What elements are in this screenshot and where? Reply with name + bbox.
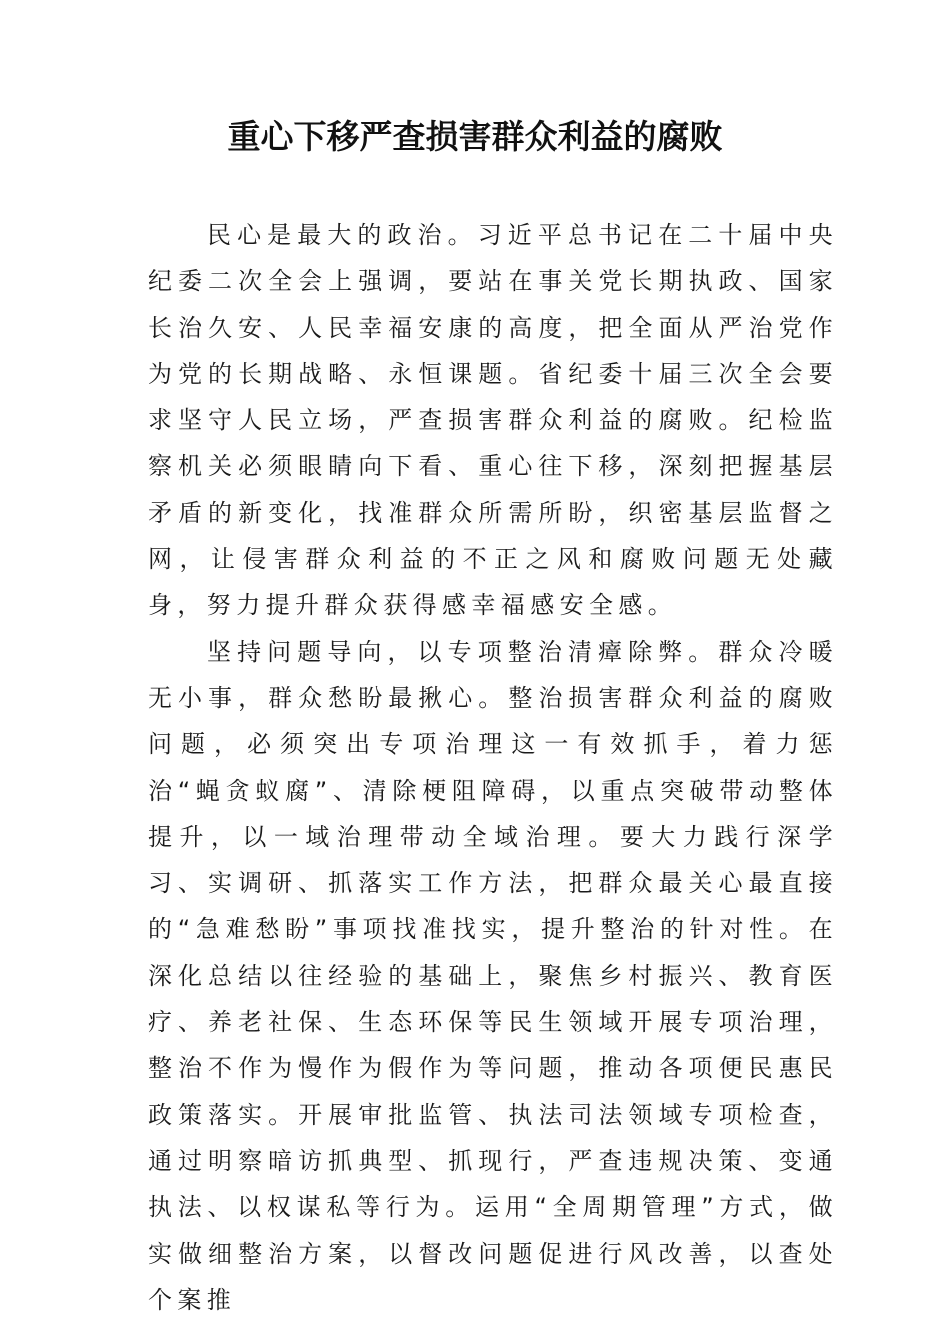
document-body — [148, 212, 838, 1323]
document-title: 重心下移严查损害群众利益的腐败 — [227, 117, 723, 156]
paragraph-2: 坚持问题导向，以专项整治清瘴除弊。群众冷暖无小事，群众愁盼最揪心。整治损害群众利益的腐败问题，必须突出专项治理这一有效抓手，着力惩治“蝇贪蚁腐”、清除梗阻障碍，以重点突破带动整体提升，以一域治理带动全域治理。要大力践行深学习、实调研、抓落实工作方法，把群众最关心最直接的“急难愁盼”事项找准找实，提升整治的针对性。在深化总结以往经验的基础上，聚焦乡村振兴、教育医疗、养老社保、生态环保等民生领域开展专项治理，整治不作为慢作为假作为等问题，推动各项便民惠民政策落实。开展审批监管、执法司法领域专项检查，通过明察暗访抓典型、抓现行，严查违规决策、变通执法、以权谋私等行为。运用“全周期管理”方式，做实做细整治方案，以督改问题促进行风改善，以查处个案推 — [148, 637, 838, 1314]
paragraph-1: 民心是最大的政治。习近平总书记在二十届中央纪委二次全会上强调，要站在事关党长期执政、国家长治久安、人民幸福安康的高度，把全面从严治党作为党的长期战略、永恒课题。省纪委十届三次全会要求坚守人民立场，严查损害群众利益的腐败。纪检监察机关必须眼睛向下看、重心往下移，深刻把握基层矛盾的新变化，找准群众所需所盼，织密基层监督之网，让侵害群众利益的不正之风和腐败问题无处藏身，努力提升群众获得感幸福感安全感。 — [148, 221, 838, 620]
